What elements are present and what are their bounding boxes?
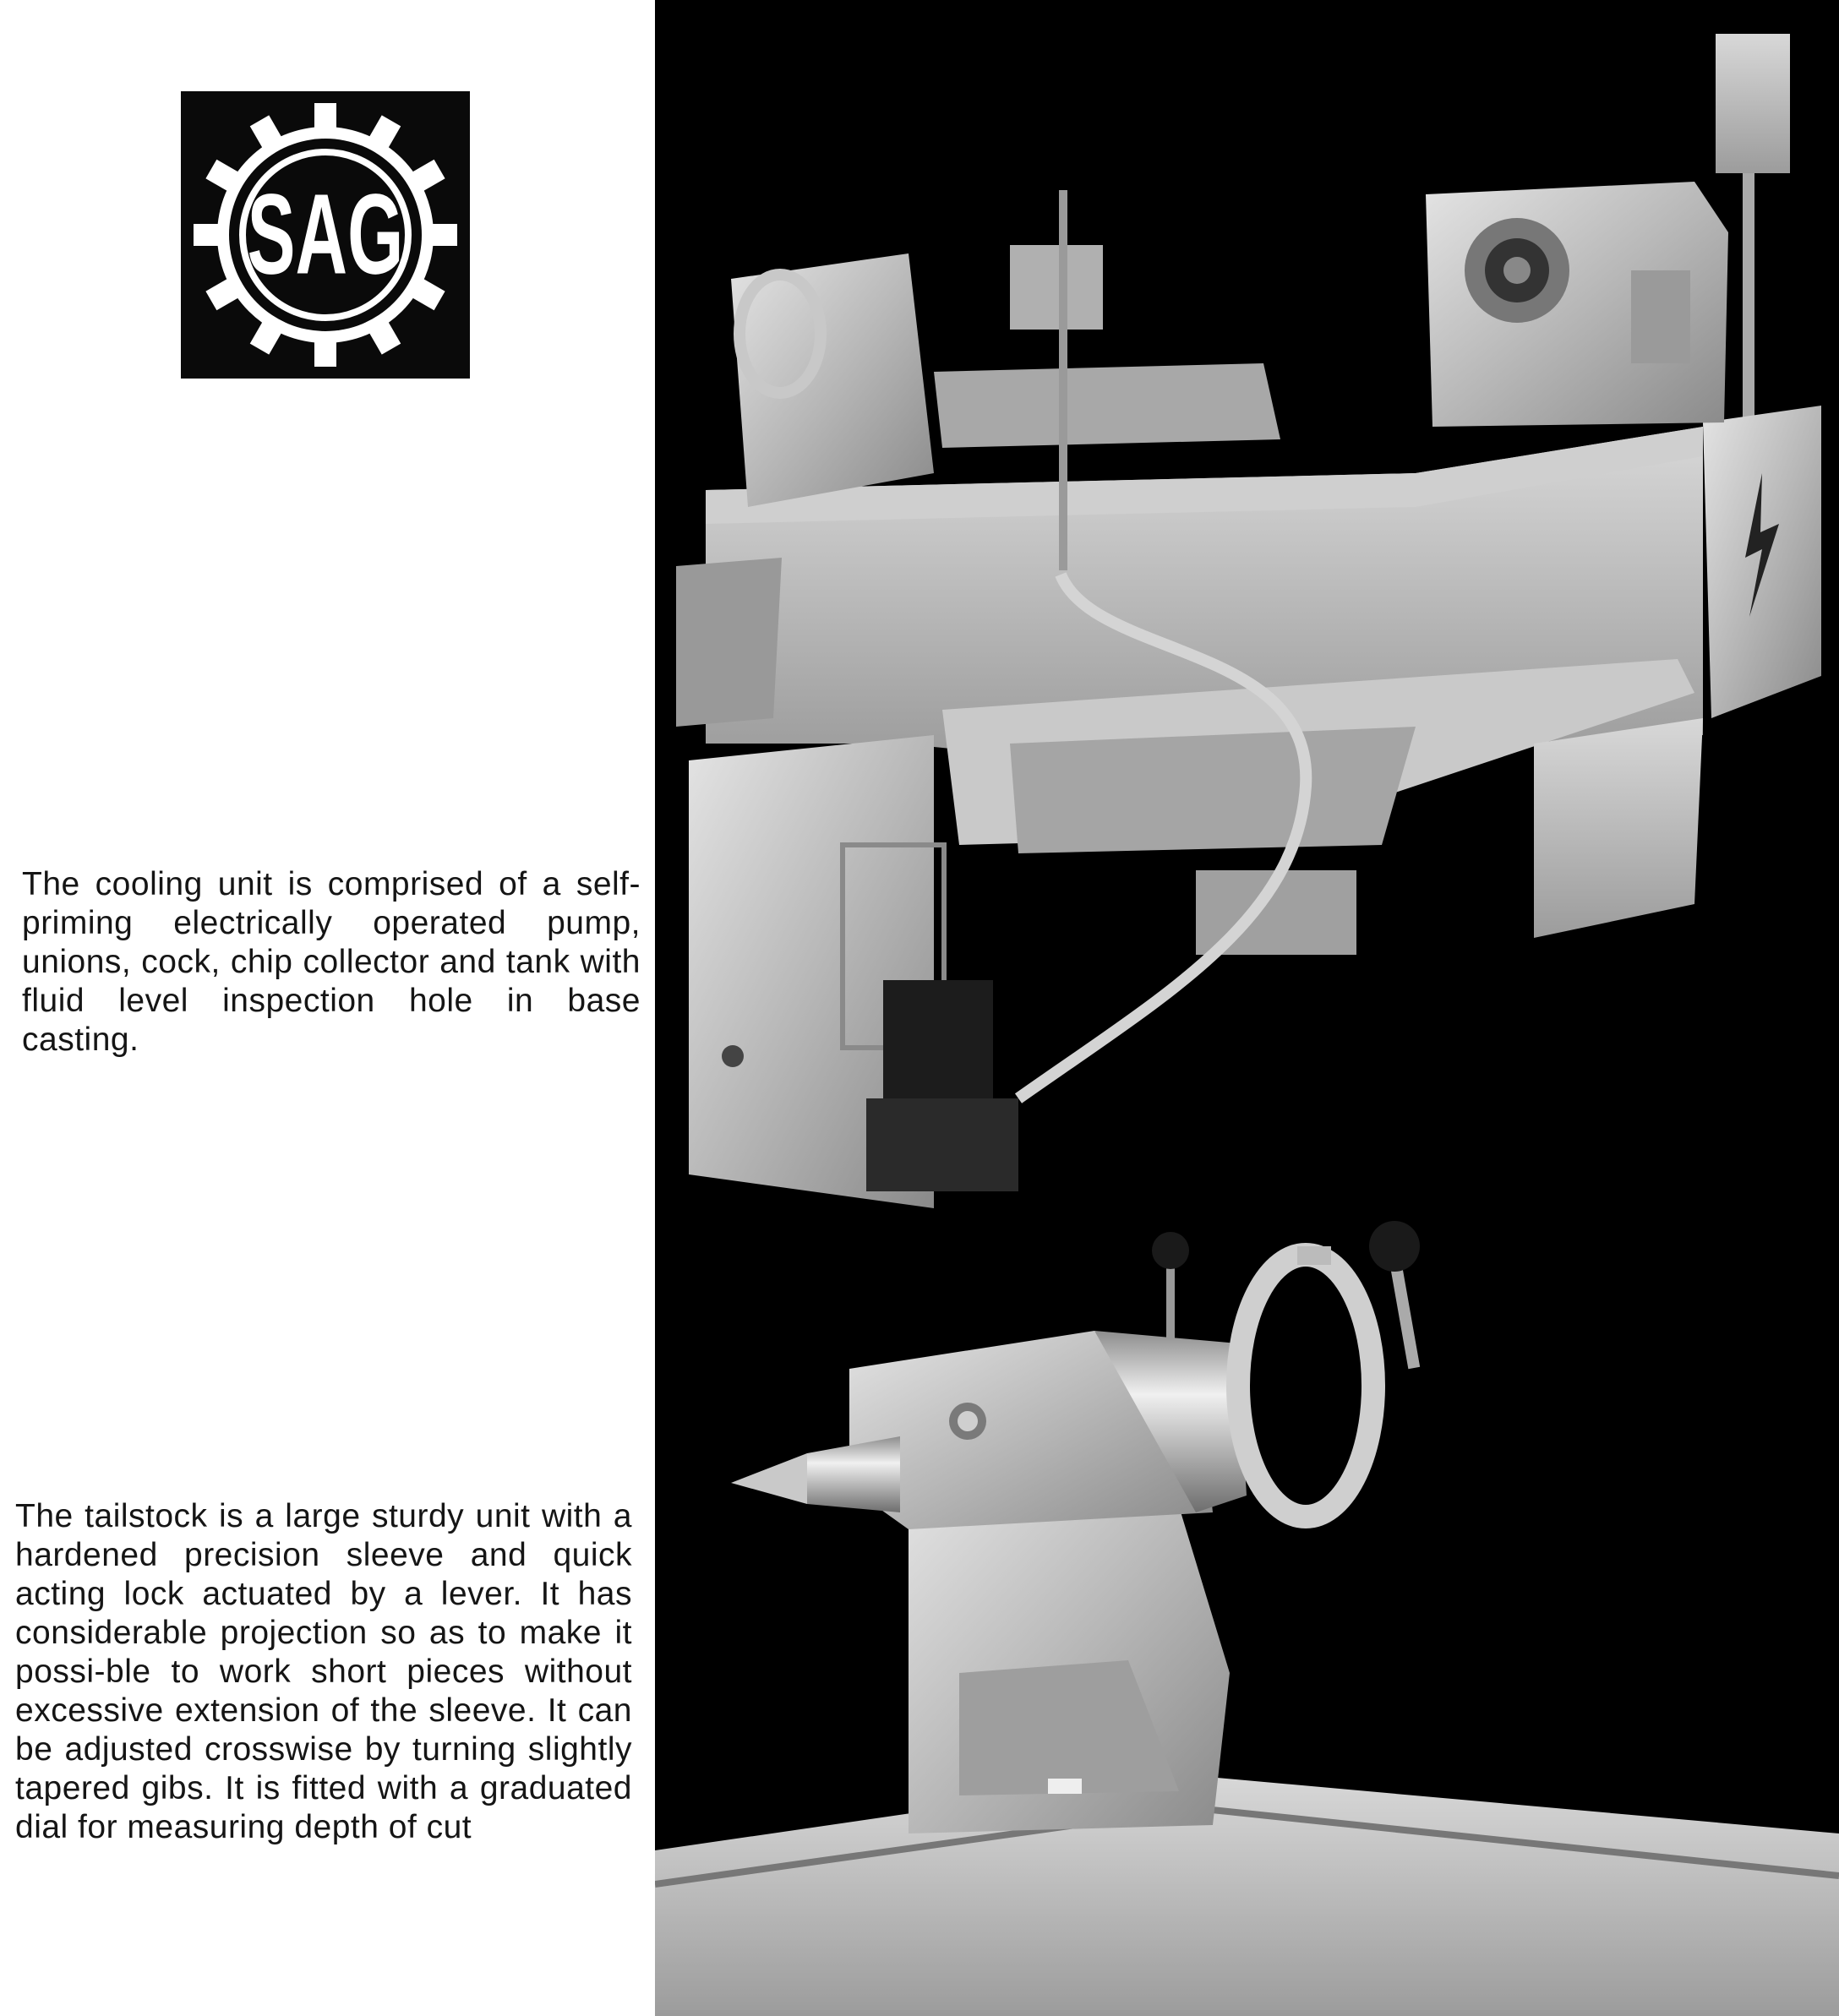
sag-logo <box>181 91 470 379</box>
tailstock-caption: The tailstock is a large sturdy unit with a hardened precision sleeve and quick acting lock actuated by a lever. It has considerable projection so as to make it possi-ble to work short pieces without excessive extension of the sleeve. It can be adjusted crosswise by turning slightly tapered gibs. It is fitted with a graduated dial for measuring depth of cut <box>15 1498 632 1845</box>
photo-panel <box>655 0 1839 2016</box>
tailstock-photo <box>655 1221 1839 2016</box>
logo-text: SAG <box>247 170 404 298</box>
lathe-photo <box>676 34 1821 1208</box>
gear-icon <box>181 91 470 379</box>
cooling-unit-caption: The cooling unit is comprised of a self-priming electrically operated pump, unions, cock, chip collector and tank with fluid level inspection hole in base casting. <box>22 866 641 1058</box>
